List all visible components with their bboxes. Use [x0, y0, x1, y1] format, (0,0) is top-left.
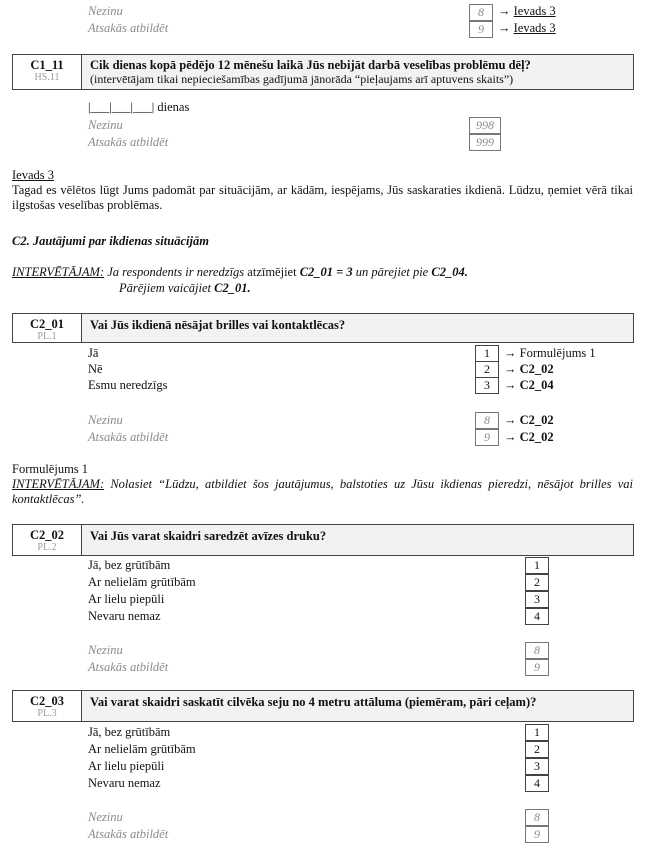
question-c1-11: [12, 54, 634, 90]
question-c2-01: [12, 313, 634, 343]
c2-03-option-4: Nevaru nemaz: [88, 776, 161, 790]
question-code-cell: [13, 691, 82, 721]
question-subcode: PL.3: [37, 708, 57, 719]
top-atsakas-code[interactable]: 9: [469, 21, 493, 38]
question-text-cell: [82, 525, 633, 555]
c2-02-atsakas-label: Atsakās atbildēt: [88, 660, 169, 674]
top-atsakas-label: Atsakās atbildēt: [88, 21, 169, 35]
c2-02-atsakas-code[interactable]: 9: [525, 659, 549, 676]
c2-03-option-1: Jā, bez grūtībām: [88, 725, 171, 739]
c2-01-goto-3: → C2_04: [504, 378, 554, 392]
top-nezinu-goto: → Ievads 3: [498, 4, 556, 18]
question-code: C2_03: [29, 694, 65, 708]
c2-02-option-4: Nevaru nemaz: [88, 609, 161, 623]
question-title: Vai varat skaidri saskatīt cilvēka seju no 4 metru attāluma (piemēram, pāri ceļam)?: [90, 695, 537, 709]
question-c2-03: [12, 690, 634, 722]
section-title: C2. Jautājumi par ikdienas situācijām: [12, 234, 209, 248]
interviewer-note-1: INTERVĒTĀJAM: Ja respondents ir neredzīgs atzīmējiet C2_01 = 3 un pārejiet pie C2_04.: [12, 265, 468, 279]
c2-03-atsakas-label: Atsakās atbildēt: [88, 827, 169, 841]
question-code-cell: [13, 525, 82, 555]
top-atsakas-goto: → Ievads 3: [498, 21, 556, 35]
c2-03-code-1[interactable]: 1: [525, 724, 549, 741]
c2-02-option-1: Jā, bez grūtībām: [88, 558, 171, 572]
question-code: C2_01: [29, 317, 65, 331]
c2-03-code-3[interactable]: 3: [525, 758, 549, 775]
c2-02-code-2[interactable]: 2: [525, 574, 549, 591]
c1-11-nezinu-code[interactable]: 998: [469, 117, 501, 134]
c2-01-atsakas-goto: → C2_02: [504, 430, 554, 444]
top-nezinu-code[interactable]: 8: [469, 4, 493, 21]
formulejums1-text: INTERVĒTĀJAM: Nolasiet “Lūdzu, atbildiet šos jautājumus, balstoties uz Jūsu ikdienas pieredzi, nēsājot brilles vai kontaktlēcas”.: [12, 477, 634, 506]
days-label: dienas: [157, 100, 190, 114]
c2-02-code-3[interactable]: 3: [525, 591, 549, 608]
c2-02-nezinu-label: Nezinu: [88, 643, 123, 657]
question-code-cell: [13, 314, 82, 342]
question-code: C2_02: [29, 528, 65, 542]
c2-01-nezinu-goto: → C2_02: [504, 413, 554, 427]
days-entry[interactable]: |___|___|___| dienas: [88, 100, 190, 114]
c2-03-option-3: Ar lielu piepūli: [88, 759, 165, 773]
c2-01-atsakas-code[interactable]: 9: [475, 429, 499, 446]
question-code-cell: [13, 55, 82, 89]
c2-01-atsakas-label: Atsakās atbildēt: [88, 430, 169, 444]
question-text-cell: [82, 55, 633, 89]
c2-02-option-2: Ar nelielām grūtībām: [88, 575, 196, 589]
c2-01-goto-1: → Formulējums 1: [504, 346, 596, 360]
ievads3-heading: Ievads 3: [12, 168, 54, 182]
interviewer-note-1b: Pārējiem vaicājiet C2_01.: [119, 281, 251, 295]
ievads3-text: Tagad es vēlētos lūgt Jums padomāt par situācijām, ar kādām, iespējams, Jūs saskaraties ikdienā. Lūdzu, ņemiet vērā tikai ilgstošas veselības problēmas.: [12, 183, 633, 212]
question-title: Cik dienas kopā pēdējo 12 mēnešu laikā Jūs nebijāt darbā veselības problēmu dēļ?: [90, 58, 531, 72]
top-nezinu-label: Nezinu: [88, 4, 123, 18]
c2-01-option-2: Nē: [88, 362, 103, 376]
question-code: C1_11: [30, 58, 64, 72]
question-subcode: PL.1: [37, 331, 57, 342]
c1-11-atsakas-label: Atsakās atbildēt: [88, 135, 169, 149]
formulejums1-heading: Formulējums 1: [12, 462, 89, 476]
c2-03-code-4[interactable]: 4: [525, 775, 549, 792]
question-text-cell: [82, 314, 633, 342]
c2-03-nezinu-code[interactable]: 8: [525, 809, 549, 826]
c2-01-code-2[interactable]: 2: [475, 361, 499, 378]
c2-02-nezinu-code[interactable]: 8: [525, 642, 549, 659]
c2-03-code-2[interactable]: 2: [525, 741, 549, 758]
question-title: Vai Jūs ikdienā nēsājat brilles vai kontaktlēcas?: [90, 318, 346, 332]
question-title: Vai Jūs varat skaidri saredzēt avīzes druku?: [90, 529, 327, 543]
c2-03-option-2: Ar nelielām grūtībām: [88, 742, 196, 756]
c1-11-atsakas-code[interactable]: 999: [469, 134, 501, 151]
question-text-cell: [82, 691, 633, 721]
c2-03-nezinu-label: Nezinu: [88, 810, 123, 824]
question-c2-02: [12, 524, 634, 556]
c2-01-option-1: Jā: [88, 346, 99, 360]
c2-01-code-3[interactable]: 3: [475, 377, 499, 394]
c2-01-nezinu-label: Nezinu: [88, 413, 123, 427]
question-subcode: PL.2: [37, 542, 57, 553]
c2-03-atsakas-code[interactable]: 9: [525, 826, 549, 843]
question-note: (intervētājam tikai nepieciešamības gadījumā jānorāda “pieļaujams arī aptuvens skaits”): [90, 72, 514, 86]
c2-02-code-1[interactable]: 1: [525, 557, 549, 574]
c2-02-option-3: Ar lielu piepūli: [88, 592, 165, 606]
question-subcode: HS.11: [34, 72, 60, 83]
c2-01-nezinu-code[interactable]: 8: [475, 412, 499, 429]
c2-01-code-1[interactable]: 1: [475, 345, 499, 362]
c1-11-nezinu-label: Nezinu: [88, 118, 123, 132]
c2-01-option-3: Esmu neredzīgs: [88, 378, 168, 392]
c2-02-code-4[interactable]: 4: [525, 608, 549, 625]
c2-01-goto-2: → C2_02: [504, 362, 554, 376]
